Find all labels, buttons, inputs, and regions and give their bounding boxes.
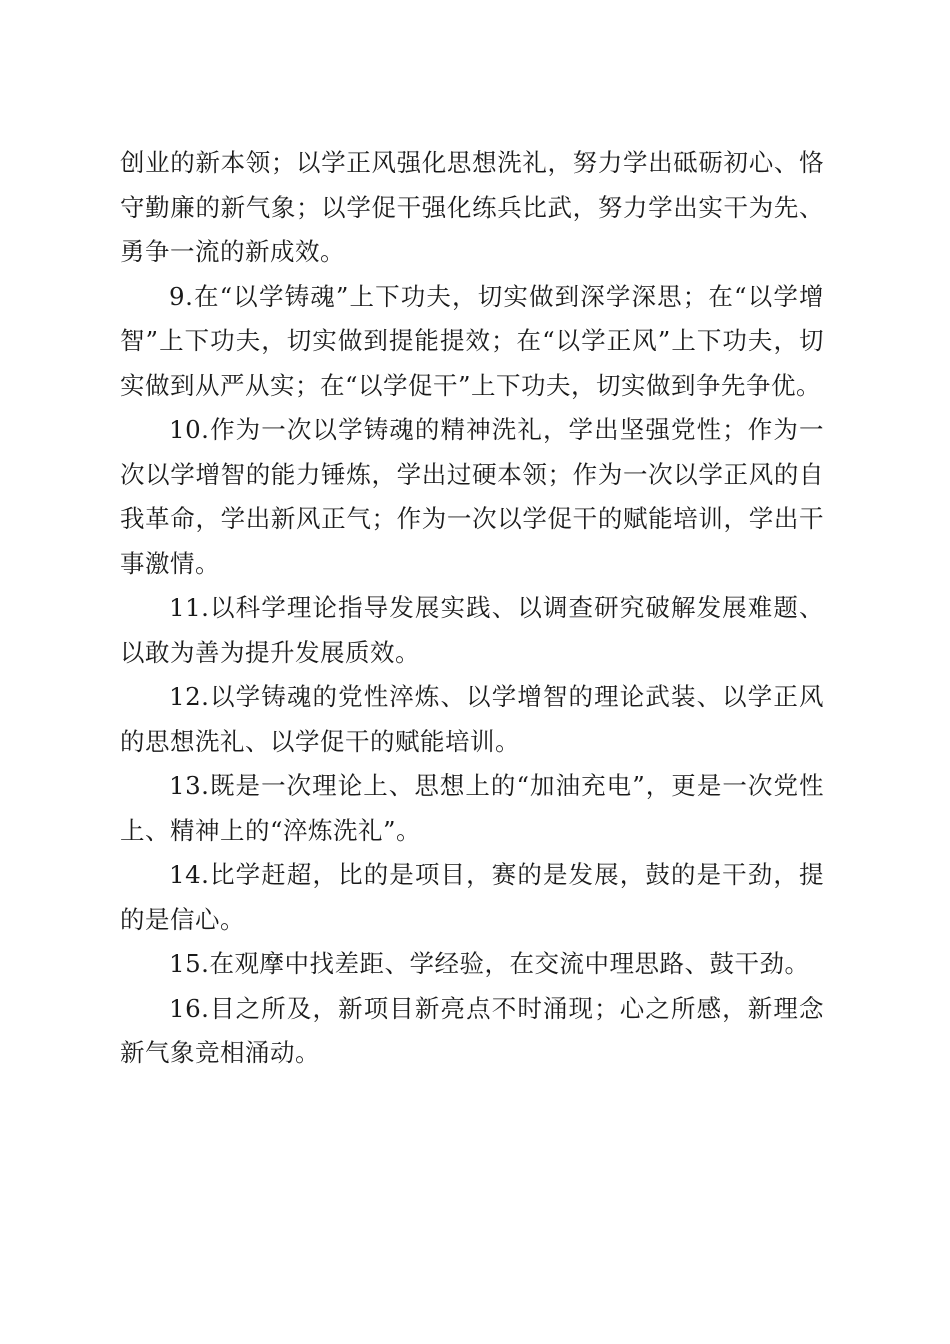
paragraph-item-13: 13.既是一次理论上、思想上的“加油充电”，更是一次党性上、精神上的“淬炼洗礼”。	[120, 771, 824, 845]
paragraph-item-14: 14.比学赶超，比的是项目，赛的是发展，鼓的是干劲，提的是信心。	[120, 860, 824, 934]
paragraph-item-9: 9.在“以学铸魂”上下功夫，切实做到深学深思；在“以学增智”上下功夫，切实做到提能提效；在“以学正风”上下功夫，切实做到从严从实；在“以学促干”上下功夫，切实做到争先争优。	[120, 281, 824, 400]
paragraph-continued: 创业的新本领；以学正风强化思想洗礼，努力学出砥砺初心、恪守勤廉的新气象；以学促干强化练兵比武，努力学出实干为先、勇争一流的新成效。	[120, 148, 824, 266]
paragraph-item-12: 12.以学铸魂的党性淬炼、以学增智的理论武装、以学正风的思想洗礼、以学促干的赋能培训。	[120, 682, 824, 756]
paragraph-item-10: 10.作为一次以学铸魂的精神洗礼，学出坚强党性；作为一次以学增智的能力锤炼，学出过硬本领；作为一次以学正风的自我革命，学出新风正气；作为一次以学促干的赋能培训，学出干事激情。	[120, 415, 824, 578]
paragraph-item-16: 16.目之所及，新项目新亮点不时涌现；心之所感，新理念新气象竞相涌动。	[120, 993, 824, 1067]
paragraph-item-15: 15.在观摩中找差距、学经验，在交流中理思路、鼓干劲。	[169, 949, 810, 978]
document-page	[120, 141, 824, 1076]
paragraph-item-11: 11.以科学理论指导发展实践、以调查研究破解发展难题、以敢为善为提升发展质效。	[120, 593, 824, 667]
